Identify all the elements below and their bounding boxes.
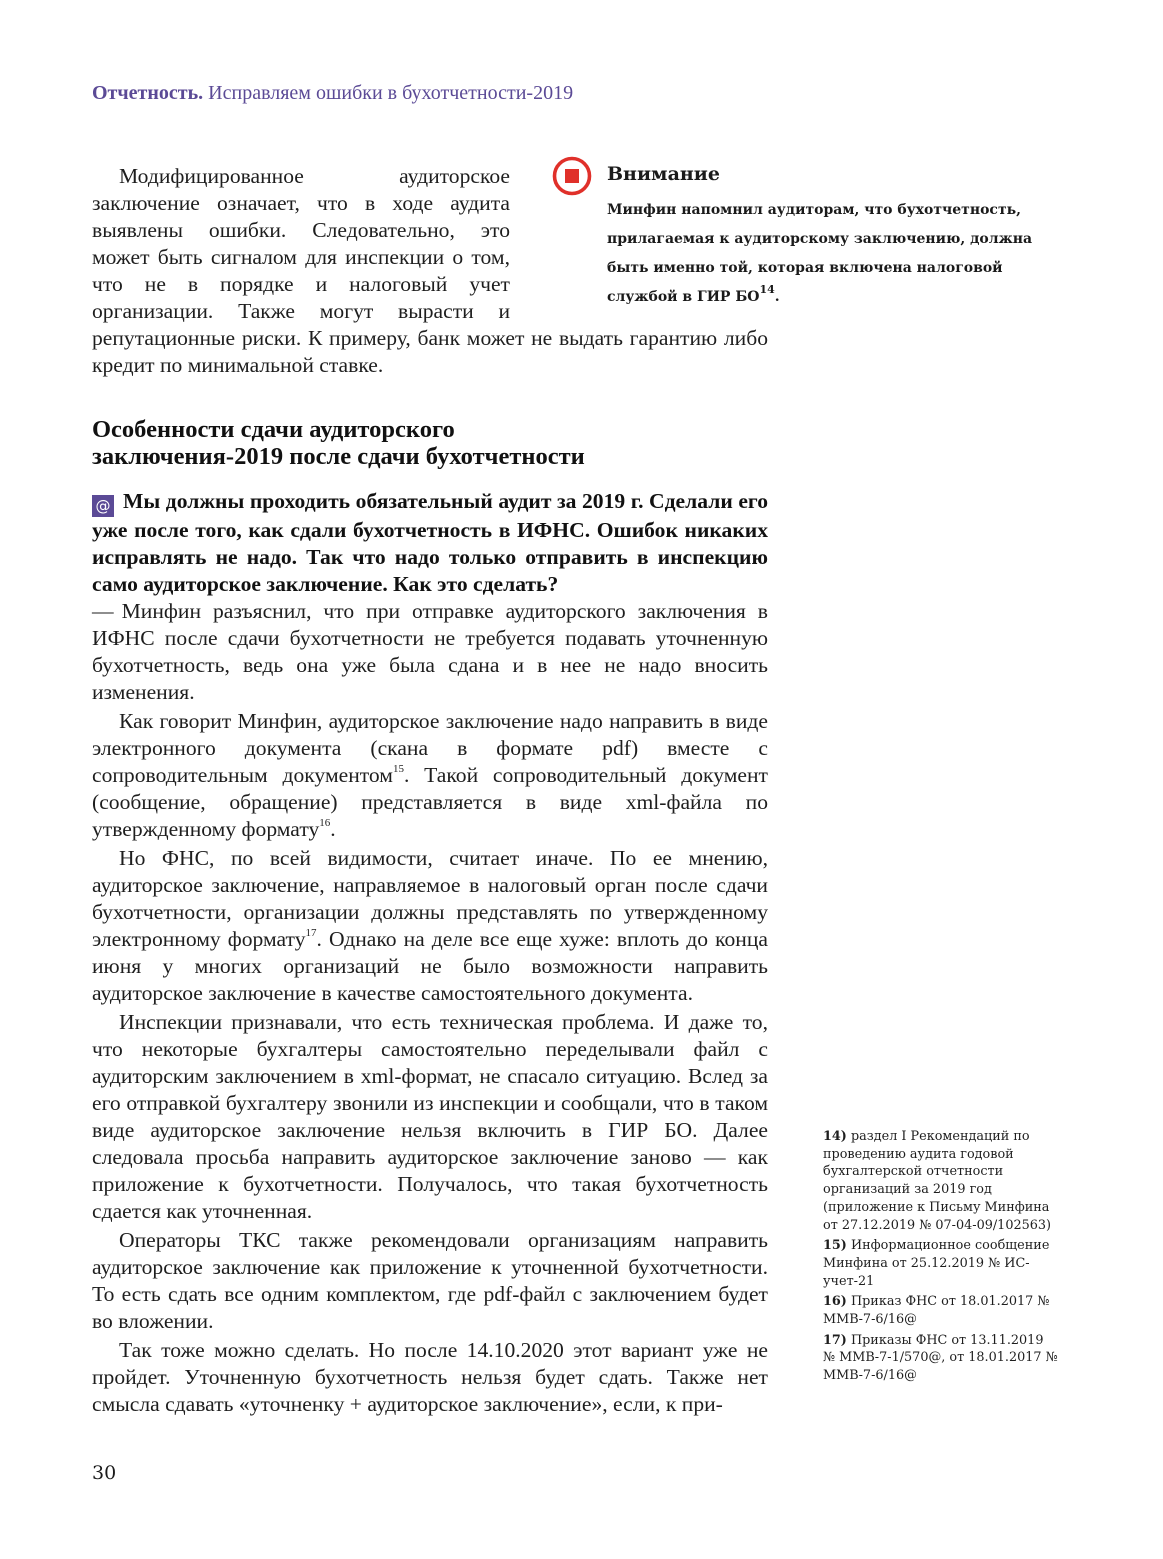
- footnote-15: [823, 1237, 1058, 1290]
- page-number: 30: [92, 1462, 117, 1484]
- footnote-17: [823, 1332, 1058, 1385]
- attention-text: Минфин напомнил аудиторам, что бухотчетность, прилагаемая к аудиторскому заключению, должна быть именно той, которая включена налоговой службой в ГИР БО: [607, 202, 1033, 305]
- footnote-14: [823, 1128, 1058, 1234]
- body-paragraph-2: [92, 845, 768, 1007]
- qa-block: [92, 488, 768, 1418]
- section-title-line1: Особенности сдачи аудиторского: [92, 416, 455, 443]
- footnote-number: 17): [823, 1332, 847, 1348]
- footnote-ref-17[interactable]: 17: [305, 926, 317, 939]
- paragraph-text: . Такой сопроводительный документ (сообщение, обращение) представляется в виде xml-файла по утвержденному формату: [92, 763, 768, 841]
- footnote-16: [823, 1293, 1058, 1328]
- footnote-ref-16[interactable]: 16: [319, 816, 331, 829]
- stop-icon: [552, 156, 592, 196]
- question-text: Мы должны проходить обязательный аудит за 2019 г. Сделали его уже после того, как сдали бухотчетность в ИФНС. Ошибок никаких исправлять не надо. Так что надо только отправить в инспекцию само аудиторское заключение. Как это сделать?: [92, 489, 768, 596]
- section-title-line2: заключения-2019 после сдачи бухотчетности: [92, 443, 585, 470]
- body-paragraph-1: [92, 708, 768, 843]
- footnote-text: Информационное сообщение Минфина от 25.12.2019 № ИС-учет-21: [823, 1238, 1050, 1289]
- attention-end: .: [774, 289, 780, 305]
- running-head-title: Исправляем ошибки в бухотчетности-2019: [208, 82, 574, 104]
- intro-paragraph: Модифицированное аудиторское заключение означает, что в ходе аудита выявлены ошибки. Следовательно, это может быть сигналом для инспекции о том, что не в порядке и налоговый учет организации. Также могут вырасти и репутационные риски. К примеру, банк может не выдать гарантию либо кредит по минимальной ставке.: [92, 164, 768, 377]
- paragraph-text: . Однако на деле все еще хуже: вплоть до конца июня у многих организаций не было возможности направить аудиторское заключение в качестве самостоятельного документа.: [92, 927, 768, 1005]
- question: [92, 488, 768, 598]
- paragraph-text: .: [330, 817, 336, 841]
- answer-dash: —: [92, 599, 114, 623]
- footnote-text: Приказ ФНС от 18.01.2017 № ММВ-7-6/16@: [823, 1294, 1050, 1328]
- footnote-number: 16): [823, 1294, 847, 1310]
- at-icon: @: [92, 495, 114, 517]
- footnotes: [823, 1128, 1058, 1388]
- body-paragraph-4: Операторы ТКС также рекомендовали организациям направить аудиторское заключение как приложение к уточненной бухотчетности. То есть сдать все одним комплектом, где pdf-файл с заключением будет во вложении.: [92, 1228, 768, 1333]
- running-head-section: Отчетность.: [92, 82, 204, 104]
- section-title: [92, 416, 772, 470]
- paragraph-text: Но ФНС, по всей видимости, считает иначе. По ее мнению, аудиторское заключение, направляемое в налоговый орган после сдачи бухотчетности, организации должны представлять по утвержденному электронному формату: [92, 846, 768, 951]
- footnote-number: 14): [823, 1129, 847, 1144]
- footnote-ref-15[interactable]: 15: [392, 762, 404, 775]
- body-paragraph-5: Так тоже можно сделать. Но после 14.10.2020 этот вариант уже не пройдет. Уточненную бухотчетность нельзя будет сдать. Также нет смысла сдавать «уточненку + аудиторское заключение», если, к при-: [92, 1338, 768, 1416]
- footnote-text: Приказы ФНС от 13.11.2019 № ММВ-7-1/570@, от 18.01.2017 № ММВ-7-6/16@: [823, 1332, 1058, 1384]
- attention-title: Внимание: [607, 163, 720, 185]
- answer-text: Минфин разъяснил, что при отправке аудиторского заключения в ИФНС после сдачи бухотчетности не требуется подавать уточненную бухотчетность, ведь она уже была сдана и в нее не надо вносить изменения.: [92, 599, 768, 704]
- attention-body: [607, 196, 1047, 312]
- footnote-ref-14[interactable]: 14: [759, 283, 775, 297]
- footnote-text: раздел I Рекомендаций по проведению аудита годовой бухгалтерской отчетности организаций за 2019 год (приложение к Письму Минфина от 27.12.2019 № 07-04-09/102563): [823, 1129, 1052, 1233]
- answer-paragraph: [92, 598, 768, 706]
- body-paragraph-3: Инспекции признавали, что есть техническая проблема. И даже то, что некоторые бухгалтеры самостоятельно переделывали файл с аудиторским заключением в xml-формат, не спасало ситуацию. Вслед за его отправкой бухгалтеру звонили из инспекции и сообщали, что в таком виде аудиторское заключение нельзя включить в ГИР БО. Далее следовала просьба направить аудиторское заключение заново — как приложение к бухотчетности. Получалось, что такая бухотчетность сдается как уточненная.: [92, 1010, 768, 1223]
- running-head: [92, 82, 573, 105]
- paragraph-text: Как говорит Минфин, аудиторское заключение надо направить в виде электронного документа (скана в формате pdf) вместе с сопроводительным документом: [92, 709, 768, 787]
- footnote-number: 15): [823, 1238, 847, 1254]
